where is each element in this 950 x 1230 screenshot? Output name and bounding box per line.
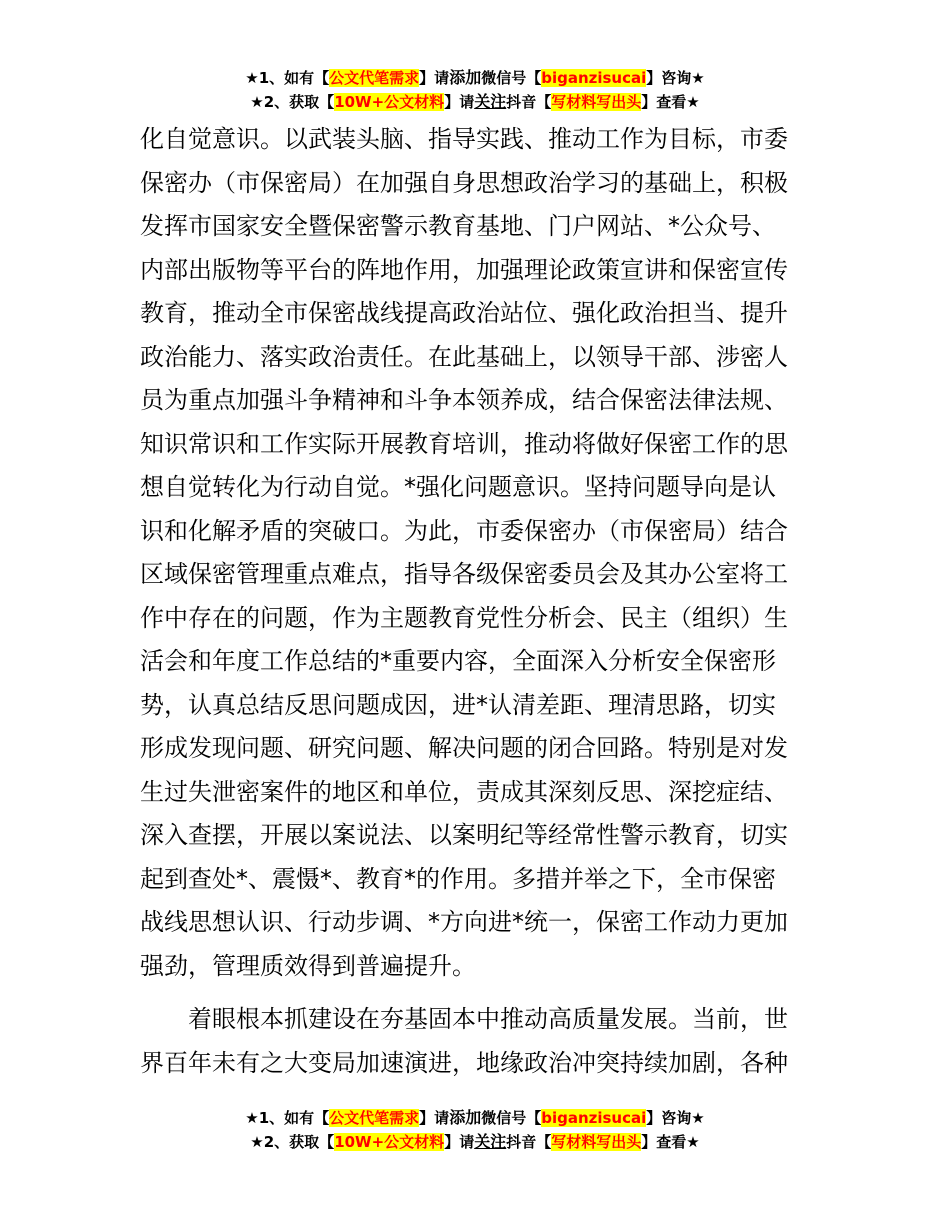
footer-banner	[0, 1106, 950, 1154]
text-line: 发挥市国家安全暨保密警示教育基地、门户网站、*公众号、	[140, 212, 776, 240]
header-banner	[0, 66, 950, 114]
banner-line-1: ★1、如有【公文代笔需求】请添加微信号【biganzisucai】咨询★	[245, 1108, 705, 1127]
text-line: 想自觉转化为行动自觉。*强化问题意识。坚持问题导向是认	[140, 473, 776, 501]
text-line: 作中存在的问题，作为主题教育党性分析会、民主（组织）生	[140, 603, 788, 632]
paragraph-1	[140, 118, 812, 988]
highlight-douyin: 写材料写出头	[551, 93, 642, 111]
highlight-wechat-id: biganzisucai	[541, 69, 647, 87]
highlight-service: 公文代笔需求	[329, 69, 420, 87]
banner-line-1: ★1、如有【公文代笔需求】请添加微信号【biganzisucai】咨询★	[245, 68, 705, 87]
highlight-materials: 10W+公文材料	[334, 1133, 445, 1151]
text-line: 活会和年度工作总结的*重要内容，全面深入分析安全保密形	[140, 647, 776, 675]
highlight-wechat-id: biganzisucai	[541, 1109, 647, 1127]
highlight-service: 公文代笔需求	[329, 1109, 420, 1127]
text-line: 深入查摆，开展以案说法、以案明纪等经常性警示教育，切实	[140, 821, 788, 849]
text-line: 生过失泄密案件的地区和单位，责成其深刻反思、深挖症结、	[140, 777, 788, 806]
text-line: 形成发现问题、研究问题、解决问题的闭合回路。特别是对发	[140, 734, 788, 762]
text-line: 教育，推动全市保密战线提高政治站位、强化政治担当、提升	[140, 299, 788, 327]
text-line: 势，认真总结反思问题成因，进*认清差距、理清思路，切实	[140, 690, 776, 719]
paragraph-2	[140, 998, 812, 1085]
text-line: 化自觉意识。以武装头脑、指导实践、推动工作为目标，市委	[140, 125, 788, 153]
document-body	[140, 118, 812, 1085]
text-line: 知识常识和工作实际开展教育培训，推动将做好保密工作的思	[140, 429, 788, 458]
text-line: 起到查处*、震慑*、教育*的作用。多措并举之下，全市保密	[140, 864, 776, 893]
text-line: 员为重点加强斗争精神和斗争本领养成，结合保密法律法规、	[140, 386, 788, 414]
paragraph-gap	[140, 988, 812, 998]
text-line: 着眼根本抓建设在夯基固本中推动高质量发展。当前，世	[188, 1005, 788, 1033]
banner-line-2: ★2、获取【10W+公文材料】请关注抖音【写材料写出头】查看★	[250, 92, 700, 111]
text-line: 战线思想认识、行动步调、*方向进*统一，保密工作动力更加	[140, 908, 788, 936]
banner-line-2: ★2、获取【10W+公文材料】请关注抖音【写材料写出头】查看★	[250, 1132, 700, 1151]
text-line: 区域保密管理重点难点，指导各级保密委员会及其办公室将工	[140, 560, 788, 588]
text-line: 识和化解矛盾的突破口。为此，市委保密办（市保密局）结合	[140, 516, 788, 545]
highlight-douyin: 写材料写出头	[551, 1133, 642, 1151]
text-line: 界百年未有之大变局加速演进，地缘政治冲突持续加剧，各种	[140, 1048, 788, 1077]
text-line: 强劲，管理质效得到普遍提升。	[140, 951, 476, 980]
highlight-materials: 10W+公文材料	[334, 93, 445, 111]
text-line: 内部出版物等平台的阵地作用，加强理论政策宣讲和保密宣传	[140, 255, 788, 284]
text-line: 政治能力、落实政治责任。在此基础上，以领导干部、涉密人	[140, 342, 788, 371]
text-line: 保密办（市保密局）在加强自身思想政治学习的基础上，积极	[140, 168, 788, 197]
